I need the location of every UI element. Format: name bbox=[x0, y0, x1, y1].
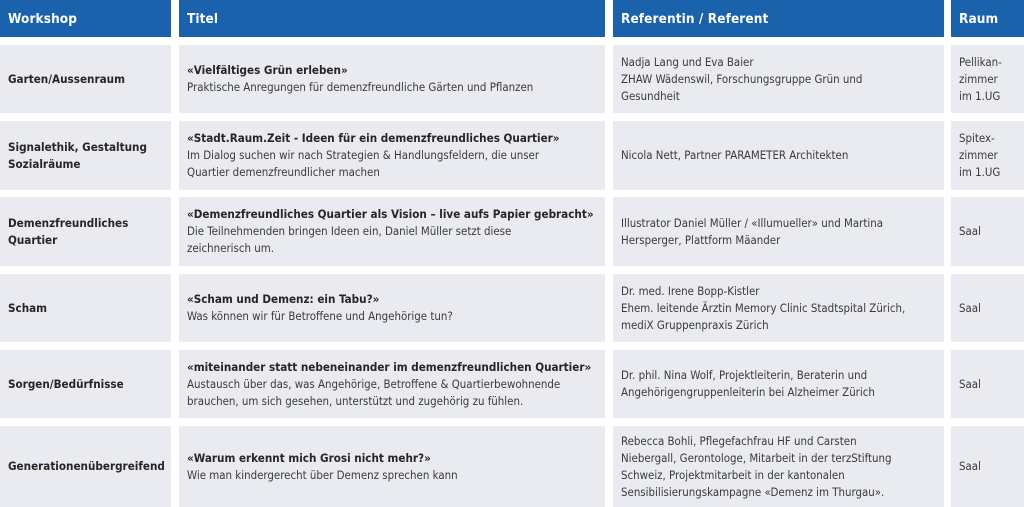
table-cell-workshop bbox=[0, 45, 171, 113]
table-cell-titel bbox=[179, 197, 605, 266]
workshop-title: «Demenzfreundliches Quartier als Vision – live aufs Papier gebracht» bbox=[187, 207, 594, 221]
header-titel-label: Titel bbox=[187, 10, 219, 27]
table-cell-workshop bbox=[0, 350, 171, 418]
table-cell-referent bbox=[613, 350, 944, 418]
workshop-name: Sozialräume bbox=[8, 156, 81, 171]
room-name: Saal bbox=[959, 224, 981, 238]
table-cell-workshop bbox=[0, 197, 171, 266]
table-cell-referent bbox=[613, 426, 944, 507]
workshop-title: «Vielfältiges Grün erleben» bbox=[187, 63, 348, 77]
cell-content bbox=[959, 300, 1016, 317]
workshop-description: Praktische Anregungen für demenzfreundliche Gärten und Pflanzen bbox=[187, 80, 534, 94]
speaker-info: Gesundheit bbox=[621, 88, 680, 103]
speaker-info: Niebergall, Gerontologe, Mitarbeit in der terzStiftung bbox=[621, 450, 892, 465]
workshop-title: «Warum erkennt mich Grosi nicht mehr?» bbox=[187, 450, 431, 465]
cell-content bbox=[621, 215, 936, 249]
room-name: zimmer bbox=[959, 148, 998, 162]
table-cell-referent bbox=[613, 274, 944, 342]
cell-content bbox=[8, 376, 163, 393]
cell-content bbox=[621, 367, 936, 401]
cell-content bbox=[8, 300, 163, 317]
cell-content bbox=[8, 139, 163, 173]
workshop-name: Sorgen/Bedürfnisse bbox=[8, 376, 124, 391]
cell-content bbox=[187, 130, 597, 181]
table-cell-raum bbox=[951, 350, 1024, 418]
header-titel bbox=[179, 0, 605, 37]
workshop-name: Generationenübergreifend bbox=[8, 459, 165, 473]
table-cell-titel bbox=[179, 274, 605, 342]
workshop-title: «Scham und Demenz: ein Tabu?» bbox=[187, 292, 380, 306]
cell-content bbox=[959, 130, 1016, 181]
table-cell-titel bbox=[179, 45, 605, 113]
cell-content bbox=[959, 458, 1016, 475]
cell-content bbox=[959, 376, 1016, 393]
speaker-info: Dr. phil. Nina Wolf, Projektleiterin, Beraterin und bbox=[621, 368, 868, 382]
header-raum-label: Raum bbox=[959, 10, 999, 27]
room-name: Saal bbox=[959, 459, 981, 473]
workshop-name: Demenzfreundliches bbox=[8, 215, 129, 230]
header-raum bbox=[951, 0, 1024, 37]
workshop-description: Die Teilnehmenden bringen Ideen ein, Daniel Müller setzt diese bbox=[187, 224, 512, 238]
table-cell-workshop bbox=[0, 121, 171, 190]
cell-content bbox=[187, 291, 597, 325]
header-referent bbox=[613, 0, 944, 37]
header-workshop bbox=[0, 0, 171, 37]
table-cell-titel bbox=[179, 121, 605, 190]
cell-content bbox=[621, 54, 936, 105]
table-cell-titel bbox=[179, 350, 605, 418]
cell-content bbox=[621, 147, 936, 164]
cell-content bbox=[621, 283, 936, 334]
table-cell-titel bbox=[179, 426, 605, 507]
workshop-name: Signalethik, Gestaltung bbox=[8, 139, 147, 154]
speaker-info: Sensibilisierungskampagne «Demenz im Thurgau». bbox=[621, 484, 885, 499]
speaker-info: Schweiz, Projektmitarbeit in der kantonalen bbox=[621, 467, 845, 482]
room-name: im 1.UG bbox=[959, 88, 1001, 103]
cell-content bbox=[8, 215, 163, 249]
speaker-info: Nicola Nett, Partner PARAMETER Architekten bbox=[621, 148, 849, 162]
room-name: Saal bbox=[959, 376, 981, 391]
room-name: zimmer bbox=[959, 71, 998, 86]
speaker-info: Ehem. leitende Ärztin Memory Clinic Stadtspital Zürich, bbox=[621, 300, 906, 315]
table-cell-referent bbox=[613, 197, 944, 266]
workshop-description: Quartier demenzfreundlicher machen bbox=[187, 165, 380, 179]
table-cell-workshop bbox=[0, 274, 171, 342]
cell-content bbox=[621, 433, 936, 501]
speaker-info: Dr. med. Irene Bopp-Kistler bbox=[621, 283, 760, 298]
speaker-info: Illustrator Daniel Müller / «Illumueller» und Martina bbox=[621, 215, 883, 230]
table-cell-raum bbox=[951, 426, 1024, 507]
workshop-description: zeichnerisch um. bbox=[187, 241, 274, 255]
workshop-title: «miteinander statt nebeneinander im demenzfreundlichen Quartier» bbox=[187, 359, 592, 374]
speaker-info: Hersperger, Plattform Mäander bbox=[621, 232, 781, 247]
room-name: Saal bbox=[959, 300, 981, 315]
table-cell-referent bbox=[613, 121, 944, 190]
cell-content bbox=[959, 223, 1016, 240]
room-name: im 1.UG bbox=[959, 165, 1001, 179]
table-cell-raum bbox=[951, 45, 1024, 113]
table-cell-raum bbox=[951, 197, 1024, 266]
header-workshop-label: Workshop bbox=[8, 10, 78, 27]
workshop-description: Austausch über das, was Angehörige, Betroffene & Quartierbewohnende bbox=[187, 376, 561, 391]
cell-content bbox=[8, 71, 163, 88]
workshop-name: Quartier bbox=[8, 232, 58, 247]
speaker-info: ZHAW Wädenswil, Forschungsgruppe Grün und bbox=[621, 71, 863, 86]
workshop-description: brauchen, um sich gesehen, unterstützt und zugehörig zu fühlen. bbox=[187, 393, 524, 408]
workshop-description: Was können wir für Betroffene und Angehörige tun? bbox=[187, 309, 453, 323]
header-referent-label: Referentin / Referent bbox=[621, 10, 769, 27]
cell-content bbox=[187, 450, 597, 484]
table-cell-referent bbox=[613, 45, 944, 113]
cell-content bbox=[187, 359, 597, 410]
cell-content bbox=[8, 458, 163, 475]
cell-content bbox=[959, 54, 1016, 105]
table-cell-raum bbox=[951, 274, 1024, 342]
speaker-info: mediX Gruppenpraxis Zürich bbox=[621, 317, 769, 332]
workshop-title: «Stadt.Raum.Zeit - Ideen für ein demenzfreundliches Quartier» bbox=[187, 131, 560, 145]
room-name: Pellikan- bbox=[959, 54, 1002, 69]
speaker-info: Angehörigengruppenleiterin bei Alzheimer Zürich bbox=[621, 385, 875, 399]
cell-content bbox=[187, 62, 597, 96]
table-cell-raum bbox=[951, 121, 1024, 190]
speaker-info: Rebecca Bohli, Pflegefachfrau HF und Carsten bbox=[621, 433, 857, 448]
workshop-name: Scham bbox=[8, 300, 48, 315]
table-cell-workshop bbox=[0, 426, 171, 507]
workshop-name: Garten/Aussenraum bbox=[8, 71, 125, 86]
workshop-description: Wie man kindergerecht über Demenz sprechen kann bbox=[187, 467, 458, 482]
cell-content bbox=[187, 206, 597, 257]
room-name: Spitex- bbox=[959, 131, 995, 145]
speaker-info: Nadja Lang und Eva Baier bbox=[621, 54, 754, 69]
workshop-description: Im Dialog suchen wir nach Strategien & Handlungsfeldern, die unser bbox=[187, 148, 540, 162]
